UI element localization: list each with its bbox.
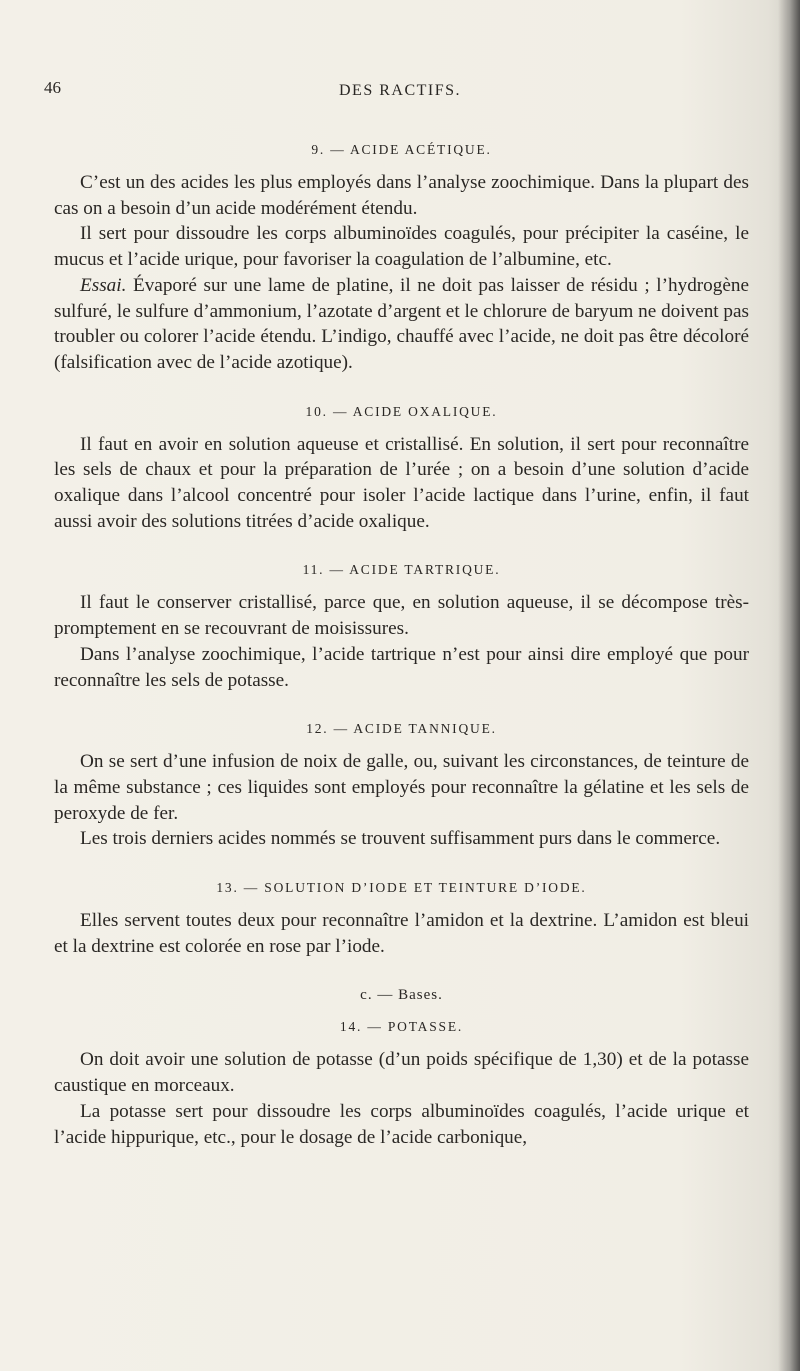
paragraph: On se sert d’une infusion de noix de galle, ou, suivant les circonstances, de teinture de la même substance ; ces liquides sont employés pour reconnaître la gélatine et les sels de peroxyde de fer. <box>54 751 749 824</box>
page-number: 46 <box>44 78 61 97</box>
section-title-acide-tartrique: 11. — ACIDE TARTRIQUE. <box>302 562 501 578</box>
paragraph: Il sert pour dissoudre les corps albuminoïdes coagulés, pour précipiter la caséine, le mucus et l’acide urique, pour favoriser la coagulation de l’albumine, etc. <box>54 223 749 271</box>
paragraph: Elles servent toutes deux pour reconnaître l’amidon et la dextrine. L’amidon est bleui et la dextrine est colorée en rose par l’iode. <box>54 910 749 957</box>
running-head: DES RACTIFS. <box>338 82 462 99</box>
paragraph: On doit avoir une solution de potasse (d’un poids spécifique de 1,30) et de la potasse caustique en morceaux. <box>54 1049 749 1097</box>
paragraph: Dans l’analyse zoochimique, l’acide tartrique n’est pour ainsi dire employé que pour reconnaître les sels de potasse. <box>54 643 749 691</box>
paragraph: Il faut en avoir en solution aqueuse et cristallisé. En solution, il sert pour reconnaître les sels de chaux et pour la préparation de l’urée ; on a besoin d’une solution d’acide oxalique dans l’alcool concentré pour isoler l’acide lactique dans l’urine, enfin, il faut aussi avoir des solutions titrées d’acide oxalique. <box>54 433 749 532</box>
paragraph: Il faut le conserver cristallisé, parce que, en solution aqueuse, il se décompose très-promptement en se recouvrant de moisissures. <box>54 592 749 640</box>
paragraph: C’est un des acides les plus employés dans l’analyse zoochimique. Dans la plupart des cas on a besoin d’un acide modérément étendu. <box>54 172 749 219</box>
section-title-potasse: 14. — POTASSE. <box>339 1019 464 1035</box>
paragraph-essai <box>54 273 749 376</box>
section-title-acide-oxalique: 10. — ACIDE OXALIQUE. <box>305 403 498 419</box>
page-body <box>54 140 749 1150</box>
section-title-acide-acetique: 9. — ACIDE ACÉTIQUE. <box>311 142 492 157</box>
page-header <box>0 78 800 108</box>
essai-text: Évaporé sur une lame de platine, il ne doit pas laisser de résidu ; l’hydrogène sulfuré, le sulfure d’ammonium, l’azotate d’argent et le chlorure de baryum ne doivent pas troubler ou colorer l’acide étendu. L’indigo, chauffé avec l’acide, ne doit pas être décoloré (falsification avec de l’acide azotique). <box>54 274 749 373</box>
section-title-acide-tannique: 12. — ACIDE TANNIQUE. <box>306 721 497 737</box>
paragraph: La potasse sert pour dissoudre les corps albuminoïdes coagulés, l’acide urique et l’acide hippurique, etc., pour le dosage de l’acide carbonique, <box>54 1100 749 1148</box>
page-edge-shadow <box>778 0 800 1371</box>
essai-label: Essai. <box>80 274 127 296</box>
subheading-bases: c. — Bases. <box>360 987 443 1004</box>
paragraph: Les trois derniers acides nommés se trouvent suffisamment purs dans le commerce. <box>80 828 721 850</box>
section-title-iode: 13. — SOLUTION D’IODE ET TEINTURE D’IODE. <box>216 880 587 896</box>
